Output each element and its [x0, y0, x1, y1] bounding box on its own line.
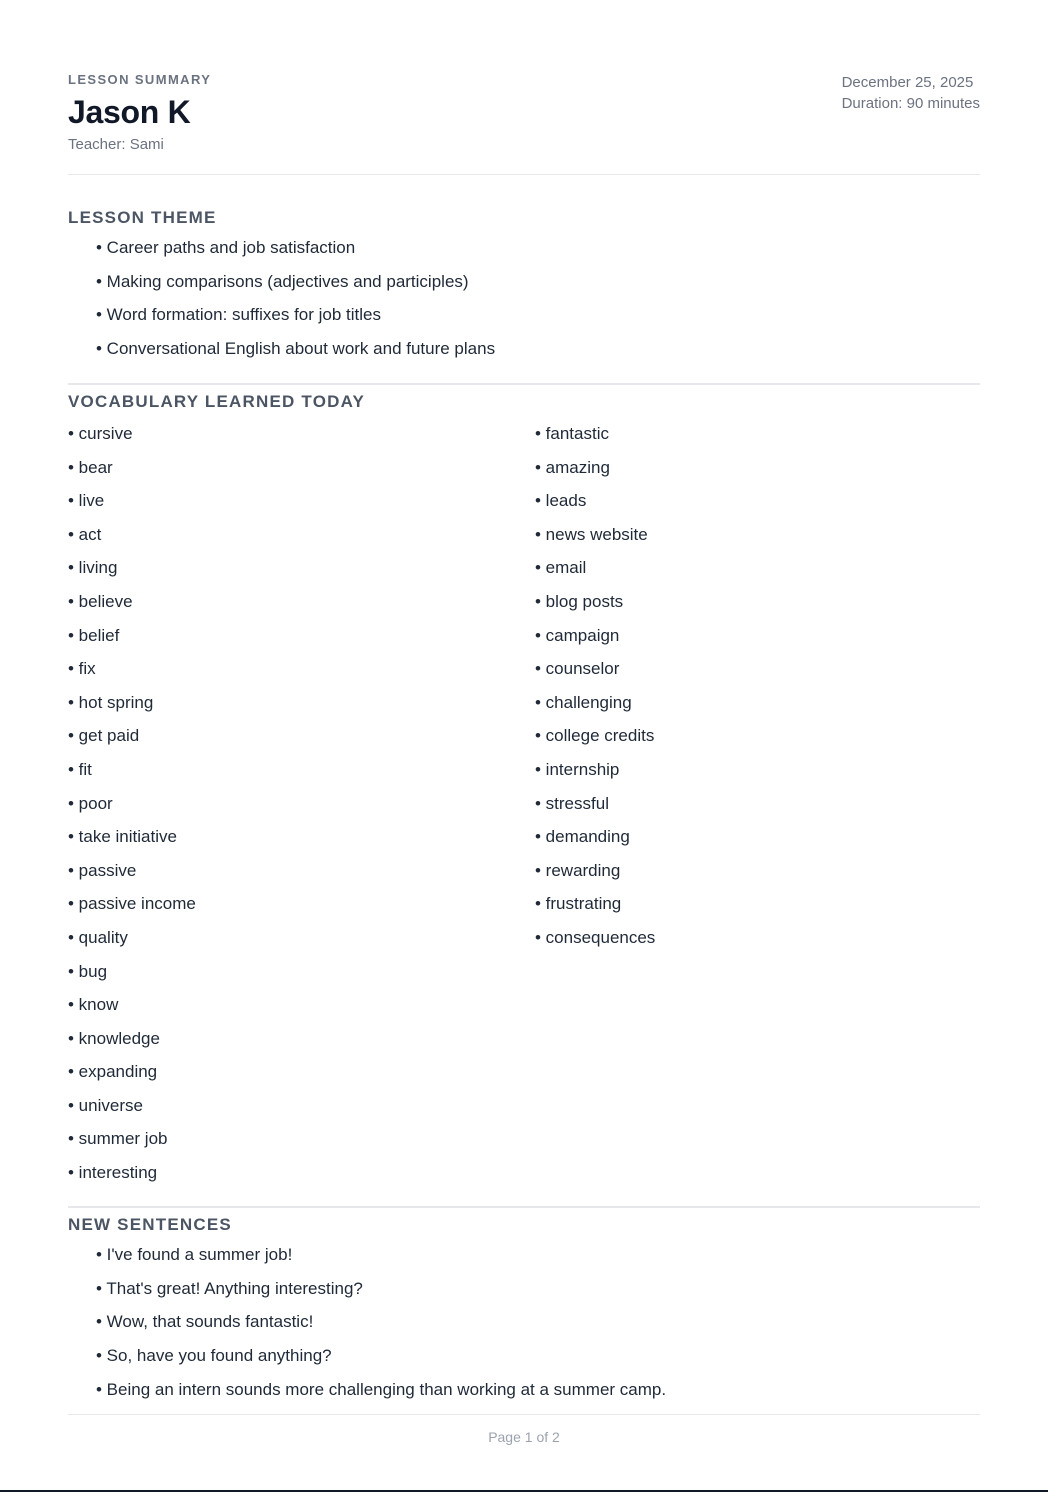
vocab-item: • believe [68, 591, 133, 611]
list-item: • I've found a summer job! [96, 1245, 293, 1264]
vocab-item: • passive income [68, 894, 196, 914]
vocab-item: • amazing [535, 457, 610, 477]
lesson-theme-section [68, 208, 980, 366]
vocab-item: • live [68, 491, 105, 511]
vocab-item: • college credits [535, 726, 655, 746]
section-divider [68, 1206, 980, 1208]
vocab-item: • consequences [535, 927, 656, 947]
list-item: • Being an intern sounds more challenging than working at a summer camp. [96, 1379, 667, 1399]
vocab-item: • campaign [535, 625, 620, 645]
vocab-item: • hot spring [68, 692, 154, 712]
vocab-item: • email [535, 558, 587, 578]
lesson-duration: Duration: 90 minutes [841, 95, 980, 112]
vocab-item: • counselor [535, 659, 620, 679]
vocab-item: • quality [68, 927, 128, 947]
new-sentences-title: NEW SENTENCES [68, 1215, 232, 1234]
vocab-item: • take initiative [68, 827, 177, 847]
list-item: • Conversational English about work and future plans [96, 339, 496, 359]
vocab-item: • stressful [535, 793, 609, 813]
page-footer [68, 1414, 980, 1445]
vocab-item: • frustrating [535, 894, 622, 914]
vocab-item: • poor [68, 793, 113, 813]
vocab-item: • internship [535, 759, 620, 779]
vocab-item: • cursive [68, 424, 133, 443]
vocabulary-title: VOCABULARY LEARNED TODAY [68, 392, 366, 411]
vocab-item: • fantastic [535, 424, 609, 443]
lesson-theme-list [68, 231, 980, 366]
list-item: • That's great! Anything interesting? [96, 1278, 363, 1298]
list-item: • Wow, that sounds fantastic! [96, 1312, 314, 1332]
vocab-item: • fit [68, 759, 92, 779]
vocab-item: • summer job [68, 1129, 168, 1149]
vocab-item: • know [68, 995, 119, 1015]
vocab-item: • living [68, 558, 118, 578]
lesson-theme-title: LESSON THEME [68, 208, 217, 227]
summary-header [68, 60, 980, 175]
page-number: Page 1 of 2 [488, 1429, 560, 1445]
student-name: Jason K [68, 94, 191, 130]
vocab-item: • challenging [535, 692, 632, 712]
teacher-name: Teacher: Sami [68, 136, 164, 153]
list-item: • Word formation: suffixes for job titles [96, 305, 381, 325]
lesson-date: December 25, 2025 [841, 74, 974, 91]
vocab-item: • expanding [68, 1062, 158, 1082]
list-item: • So, have you found anything? [96, 1346, 332, 1366]
list-item: • Making comparisons (adjectives and participles) [96, 271, 469, 291]
new-sentences-list [68, 1238, 980, 1406]
vocab-item: • blog posts [535, 591, 624, 611]
vocab-item: • bug [68, 961, 108, 981]
vocabulary-grid [68, 417, 980, 1190]
vocab-item: • passive [68, 860, 137, 880]
lesson-summary-page [68, 60, 980, 1445]
vocab-item: • news website [535, 524, 648, 544]
vocabulary-section [68, 392, 980, 1190]
vocabulary-column-right [535, 417, 655, 1190]
lesson-meta [842, 72, 980, 114]
vocab-item: • knowledge [68, 1028, 160, 1048]
vocab-item: • belief [68, 625, 120, 645]
vocabulary-column-left [68, 417, 535, 1190]
vocab-item: • rewarding [535, 860, 621, 880]
vocab-item: • fix [68, 659, 96, 679]
vocab-item: • leads [535, 491, 587, 511]
vocab-item: • demanding [535, 827, 630, 847]
vocab-item: • interesting [68, 1163, 158, 1183]
list-item: • Career paths and job satisfaction [96, 238, 356, 257]
document-kicker: LESSON SUMMARY [68, 72, 212, 87]
vocab-item: • bear [68, 457, 113, 477]
new-sentences-section [68, 1215, 980, 1406]
vocab-item: • universe [68, 1095, 143, 1115]
vocab-item: • get paid [68, 726, 140, 746]
section-divider [68, 383, 980, 385]
vocab-item: • act [68, 524, 102, 544]
